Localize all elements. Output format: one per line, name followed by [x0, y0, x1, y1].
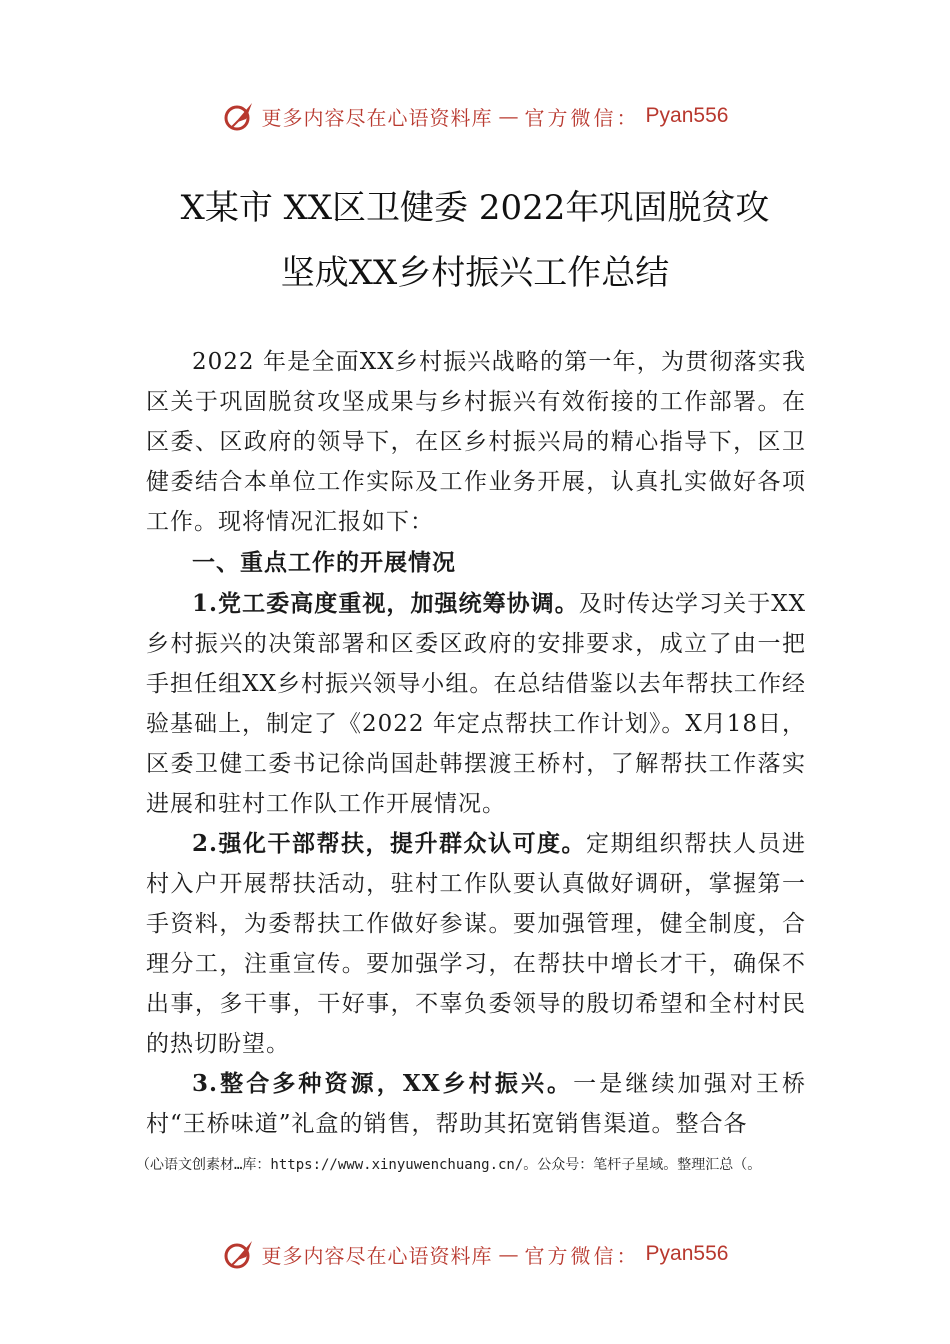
document-title-line-2: 坚成XX乡村振兴工作总结 — [280, 253, 670, 293]
quill-logo-icon — [222, 1237, 256, 1271]
footer-banner — [0, 1234, 950, 1274]
banner-text: 更多内容尽在心语资料库 — [261, 1243, 493, 1268]
intro-paragraph: 2022 年是全面XX乡村振兴战略的第一年，为贯彻落实我区关于巩固脱贫攻坚成果与乡村振兴有效衔接的工作部署。在区委、区政府的领导下，在区乡村振兴局的精心指导下，区卫健委结合本单位工作实际及工作业务开展，认真扎实做好各项工作。现将情况汇报如下： — [146, 349, 806, 535]
footnote: （心语文创素材…库：https://www.xinyuwenchuang.cn/。公众号：笔杆子星域。整理汇总（。 — [136, 1157, 762, 1173]
banner-wechat-id: Pyan556 — [645, 104, 729, 127]
item-lead-1: 1.党工委高度重视，加强统筹协调。 — [192, 590, 579, 617]
quill-logo-icon — [222, 99, 256, 133]
item-text-3: 一是继续加强对王桥 村“王桥味道”礼盒的销售，帮助其拓宽销售渠道。整合各 — [146, 1071, 807, 1137]
document-title-line-1: X某市 XX区卫健委 2022年巩固脱贫攻 — [180, 188, 770, 228]
banner-wechat-id: Pyan556 — [645, 1242, 729, 1265]
item-lead-3: 3.整合多种资源，XX乡村振兴。 — [192, 1070, 574, 1097]
banner-text: 更多内容尽在心语资料库 — [261, 105, 493, 130]
item-paragraph-3 — [146, 1064, 806, 1144]
item-paragraph-1 — [146, 584, 806, 824]
banner-separator: — — [498, 104, 519, 128]
item-lead-2: 2.强化干部帮扶，提升群众认可度。 — [192, 830, 587, 857]
item-paragraph-2 — [146, 824, 806, 1064]
item-text-1: 及时传达学习关于XX乡村振兴的决策部署和区委区政府的安排要求，成立了由一把手担任组XX乡村振兴领导小组。在总结借鉴以去年帮扶工作经验基础上，制定了《2022 年定点帮扶工作计划》。X月18日，区委卫健工委书记徐尚国赴韩摆渡王桥村，了解帮扶工作落实进展和驻村工作队工作开展情况。 — [146, 591, 807, 817]
banner-separator: — — [498, 1242, 519, 1266]
document-body — [146, 342, 806, 1144]
header-banner — [0, 96, 950, 136]
item-text-2: 定期组织帮扶人员进村入户开展帮扶活动，驻村工作队要认真做好调研，掌握第一手资料，为委帮扶工作做好参谋。要加强管理，健全制度，合理分工，注重宣传。要加强学习，在帮扶中增长才干，确保不出事，多干事，干好事，不辜负委领导的殷切希望和全村村民的热切盼望。 — [146, 831, 807, 1057]
banner-wechat-label: 官方微信： — [524, 105, 640, 130]
section-heading: 一、重点工作的开展情况 — [192, 550, 456, 576]
banner-wechat-label: 官方微信： — [524, 1243, 640, 1268]
